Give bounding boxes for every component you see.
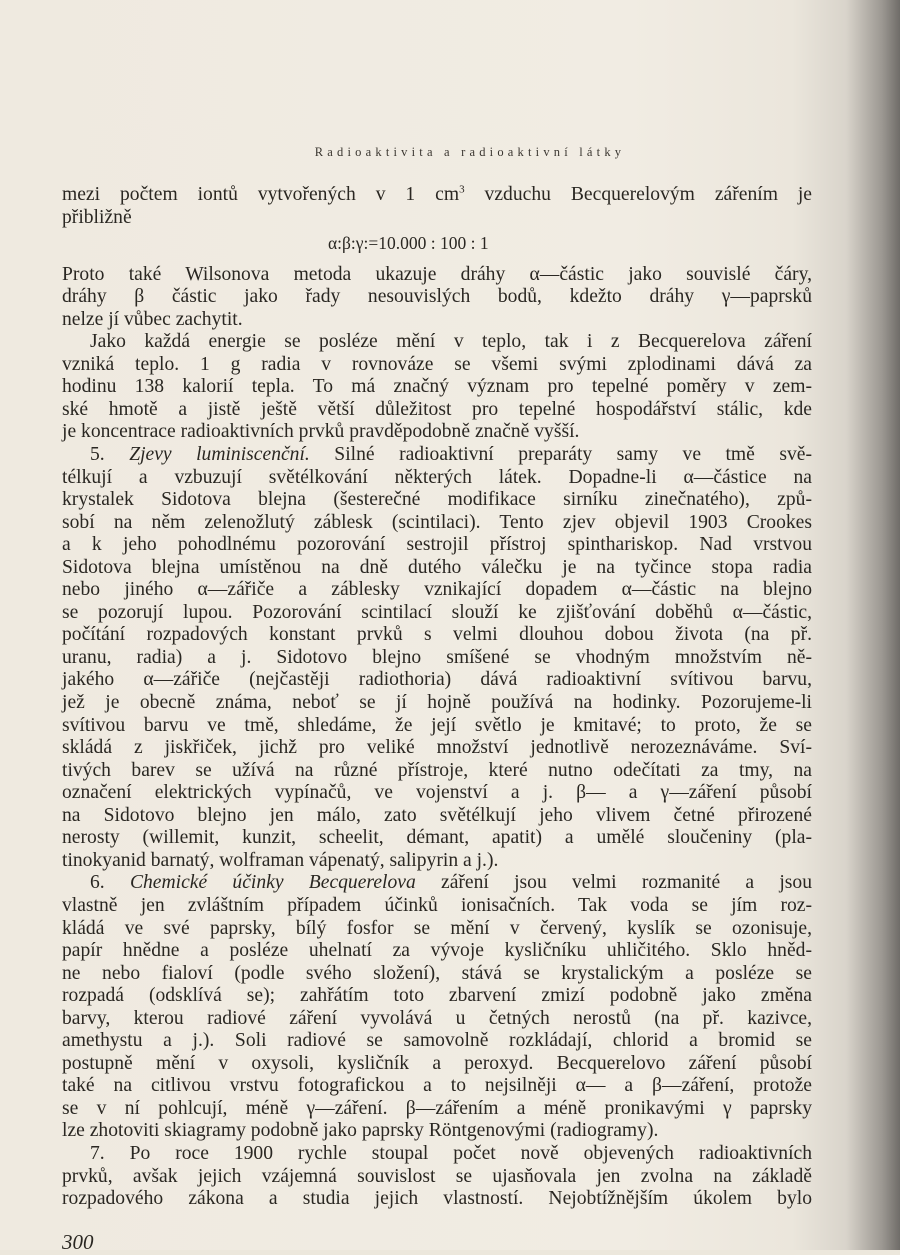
section-title: Zjevy luminiscenční.: [129, 444, 310, 466]
text-line: uranu, radia) a j. Sidotovo blejno smíšené se vhodným množstvím ně-: [62, 646, 812, 668]
text-line: také na citlivou vrstvu fotografickou a to nejsilněji α— a β—záření, protože: [62, 1075, 812, 1097]
text-line: Proto také Wilsonova metoda ukazuje dráhy α—částic jako souvislé čáry,: [62, 263, 812, 285]
text-line: 7. Po roce 1900 rychle stoupal počet nově objevených radioaktivních: [90, 1142, 812, 1164]
text-line: tivých barev se užívá na různé přístroje, které nutno odečítati za tmy, na: [62, 759, 812, 781]
text-line: mezi počtem iontů vytvořených v 1 $cm^3$ vzduchu Becquerelovým zářením je: [62, 183, 813, 205]
text-line: tinokyanid barnatý, wolframan vápenatý, salipyrin a j.).: [62, 849, 499, 871]
text-line: svítivou barvu ve tmě, shledáme, že její světlo je kmitavé; to proto, že se: [62, 714, 812, 736]
text-line: vlastně jen zvláštním případem účinků ionisačních. Tak voda se jím roz-: [62, 894, 812, 916]
text-line: télkují a vzbuzují světélkování některých látek. Dopadne-li α—částice na: [62, 466, 812, 488]
text-line: se pozorují lupou. Pozorování scintilací slouží ke zjišťování doběhů α—částic,: [62, 601, 812, 623]
running-title: Radioaktivita a radioaktivní látky: [314, 145, 626, 159]
text-line: přibližně: [62, 206, 132, 228]
text-line: Jako každá energie se posléze mění v teplo, tak i z Becquerelova záření: [90, 331, 812, 353]
section-title: Chemické účinky Becquerelova: [129, 872, 416, 894]
text-line: amethystu a j.). Soli radiové se samovolně rozkládají, chlorid a bromid se: [62, 1030, 812, 1052]
text-line: postupně mění v oxysoli, kysličník a peroxyd. Becquerelovo záření působí: [62, 1052, 812, 1074]
text-line: papír hnědne a posléze uhelnatí za vývoje kysličníku uhličitého. Sklo hněd-: [62, 940, 812, 962]
text-line: jakého α—zářiče (nejčastěji radiothoria) dává radioaktivní svítivou barvu,: [62, 669, 812, 691]
text-line: rozpadá (odsklívá se); zahřátím toto zbarvení zmizí podobně jako změna: [62, 985, 812, 1007]
text-line: skládá z jiskřiček, jichž pro veliké množství jednotlivě nerozeznáváme. Sví-: [62, 737, 812, 759]
text-line: barvy, kterou radiové záření vyvolává u četných nerostů (na př. kazivce,: [62, 1007, 812, 1029]
section-heading-line: 6. Chemické účinky Becquerelova záření jsou velmi rozmanité a jsou: [90, 872, 813, 894]
text-line: rozpadového zákona a studia jejich vlastností. Nejobtížnějším úkolem bylo: [62, 1188, 812, 1210]
page-number: 300: [62, 1230, 94, 1254]
text-line: je koncentrace radioaktivních prvků pravděpodobně značně vyšší.: [62, 421, 580, 443]
text-line: kládá ve své paprsky, bílý fosfor se mění v červený, kyslík se ozonisuje,: [62, 917, 812, 939]
text-line: vzniká teplo. 1 g radia v rovnováze se všemi svými zplodinami dává za: [62, 353, 812, 375]
text-line: krystalek Sidotova blejna (šesterečné modifikace sirníku zinečnatého), způ-: [62, 489, 812, 511]
text-line: nelze jí vůbec zachytit.: [62, 308, 243, 330]
formula: α:β:γ:=10.000 : 100 : 1: [328, 233, 489, 254]
text-line: ské hmotě a jistě ještě větší důležitost pro tepelné hospodářství stálic, kde: [62, 398, 812, 420]
text-line: počítání rozpadových konstant prvků s velmi dlouhou dobou života (na př.: [62, 624, 812, 646]
text-line: nerosty (willemit, kunzit, scheelit, démant, apatit) a umělé sloučeniny (pla-: [62, 827, 812, 849]
text-line: a k jeho pohodlnému pozorování sestrojil přístroj spinthariskop. Nad vrstvou: [62, 534, 812, 556]
text-line: Sidotova blejna umístěnou na dně dutého válečku je na tyčince stopa radia: [62, 556, 812, 578]
text-line: sobí na něm zelenožlutý záblesk (scintilaci). Tento zjev objevil 1903 Crookes: [62, 511, 812, 533]
text-line: se v ní pohlcují, méně γ—záření. β—zářením a méně pronikavými γ paprsky: [62, 1097, 812, 1119]
text-line: dráhy β částic jako řady nesouvislých bodů, kdežto dráhy γ—paprsků: [62, 286, 812, 308]
section-heading-line: 5. Zjevy luminiscenční. Silné radioaktivní preparáty samy ve tmě svě-: [90, 444, 812, 466]
text-line: nebo jiného α—zářiče a záblesky vznikající dopadem α—částic na blejno: [62, 579, 812, 601]
text-line: jež je obecně známa, neboť se jí hojně používá na hodinky. Pozorujeme-li: [62, 692, 812, 714]
text-line: ne nebo fialoví (podle svého složení), stává se krystalickým a posléze se: [62, 962, 812, 984]
text-line: označení elektrických vypínačů, ve vojenství a j. β— a γ—záření působí: [62, 782, 812, 804]
text-line: lze zhotoviti skiagramy podobně jako paprsky Röntgenovými (radiogramy).: [62, 1120, 659, 1142]
body-text: [62, 184, 812, 1211]
text-line: hodinu 138 kalorií tepla. To má značný význam pro tepelné poměry v zem-: [62, 376, 812, 398]
text-line: prvků, avšak jejich vzájemná souvislost se ujasňovala jen zvolna na základě: [62, 1165, 812, 1187]
text-line: na Sidotovo blejno jen málo, zato světélkují jeho vlivem četné přirozené: [62, 804, 812, 826]
